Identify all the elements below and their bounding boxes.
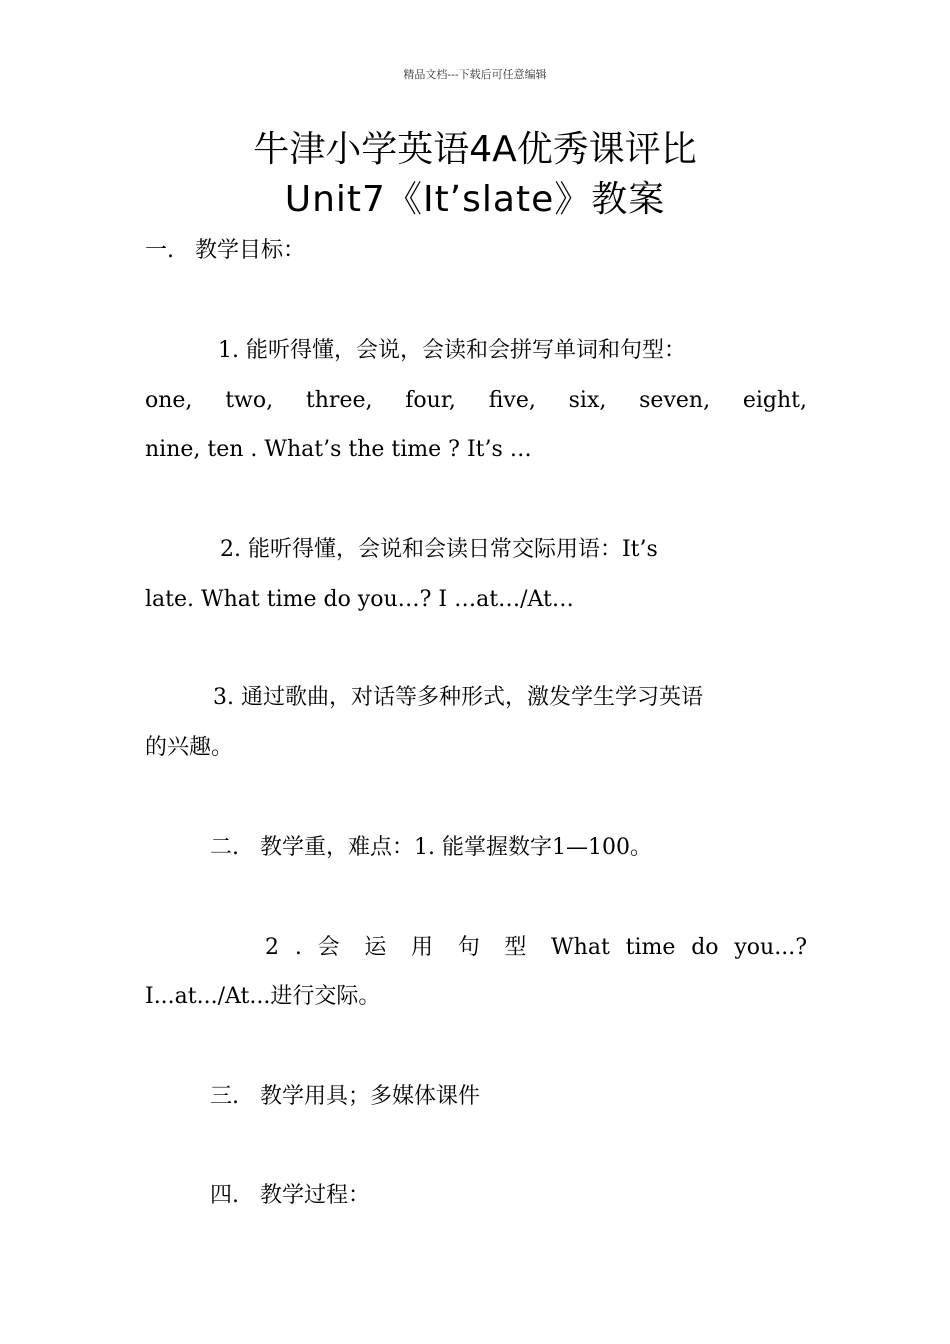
goal-1-line-3: nine, ten . What’s the time ? It’s … — [145, 437, 532, 462]
section-2-heading: 二. 教学重，难点：1. 能掌握数字1—100。 — [210, 835, 652, 860]
header-note: 精品文档---下载后可任意编辑 — [403, 68, 547, 81]
goal-2-line-1: 2. 能听得懂，会说和会读日常交际用语：It’s — [220, 537, 658, 562]
goal-3-line-2: 的兴趣。 — [145, 735, 234, 760]
key-point-2-line-2: I...at.../At...进行交际。 — [145, 984, 381, 1009]
document-subtitle: Unit7《It’slate》教案 — [284, 179, 666, 220]
section-3-heading: 三. 教学用具；多媒体课件 — [210, 1084, 480, 1109]
section-4-heading: 四. 教学过程： — [210, 1183, 370, 1208]
goal-1-line-1: 1. 能听得懂，会说，会读和会拼写单词和句型： — [218, 338, 686, 363]
section-1-heading: 一. 教学目标： — [145, 238, 305, 263]
goal-3-line-1: 3. 通过歌曲，对话等多种形式，激发学生学习英语 — [213, 685, 703, 710]
goal-1-line-2: one, two, three, four, five, six, seven, eight, — [145, 388, 807, 413]
key-point-2-line-1: 2 . 会 运 用 句 型 What time do you...? — [265, 935, 807, 960]
goal-2-line-2: late. What time do you…? I …at…/At… — [145, 587, 574, 612]
document-title: 牛津小学英语4A优秀课评比 — [253, 129, 697, 170]
